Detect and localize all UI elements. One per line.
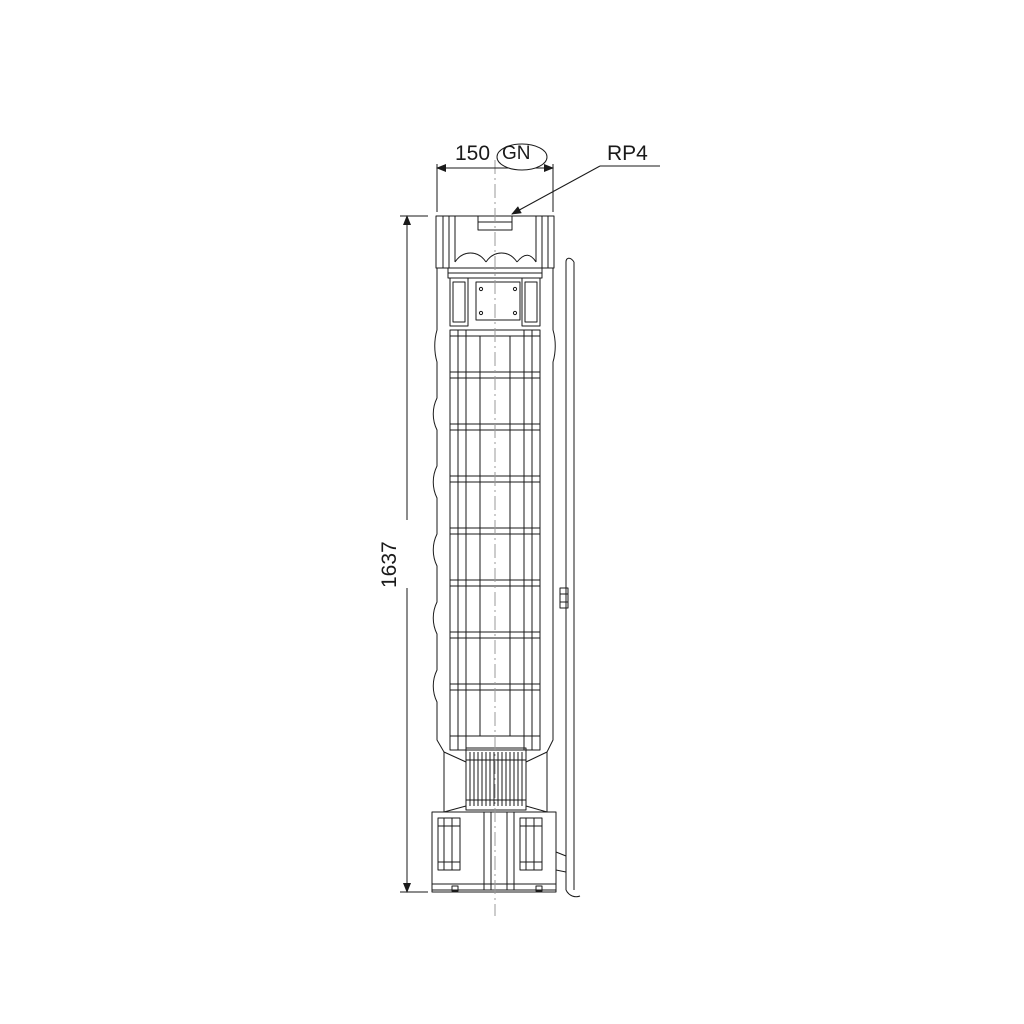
width-dimension-label: 150 bbox=[455, 142, 491, 165]
height-dimension-label: 1637 bbox=[378, 541, 401, 588]
motor-base bbox=[432, 812, 566, 892]
outer-shell-contour bbox=[433, 268, 555, 812]
cable-strip bbox=[560, 258, 580, 897]
height-dimension-group bbox=[400, 216, 428, 892]
port-leader-group bbox=[512, 166, 660, 214]
gn-tag-label: GN bbox=[502, 143, 531, 164]
port-callout-label: RP4 bbox=[607, 142, 648, 165]
pump-body-group bbox=[432, 216, 580, 897]
